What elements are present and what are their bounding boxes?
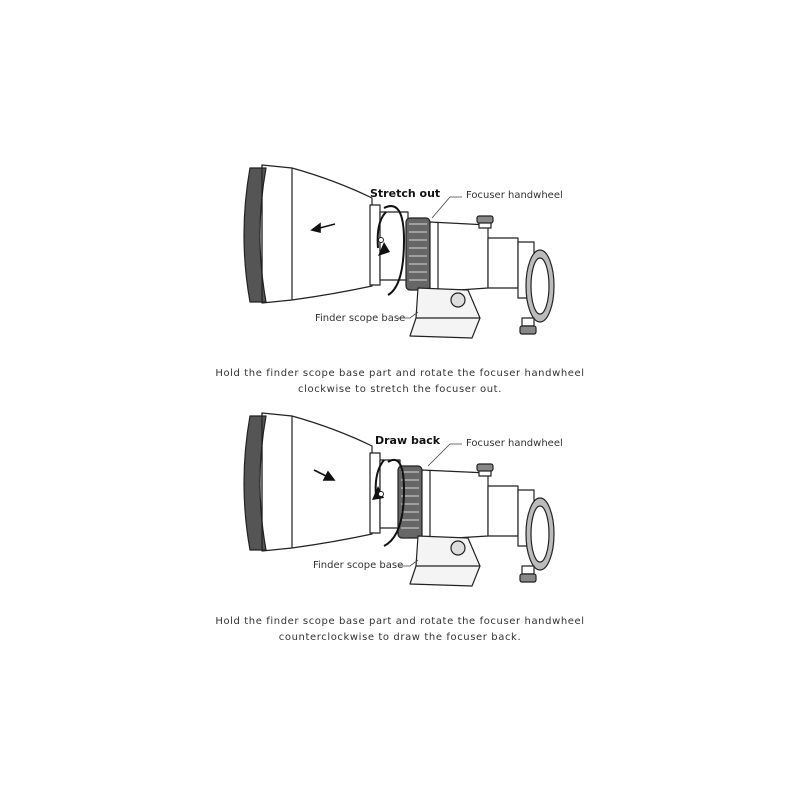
action-label: Stretch out bbox=[370, 187, 441, 200]
base-callout: Finder scope base bbox=[315, 313, 406, 324]
action-label: Draw back bbox=[375, 434, 441, 447]
panel-draw-back bbox=[0, 400, 800, 800]
handwheel-callout: Focuser handwheel bbox=[466, 190, 563, 201]
caption-line: Hold the finder scope base part and rotate the focuser handwheel bbox=[215, 368, 585, 379]
caption-line: counterclockwise to draw the focuser back. bbox=[278, 632, 522, 643]
caption-line: Hold the finder scope base part and rotate the focuser handwheel bbox=[215, 616, 585, 627]
instruction-caption bbox=[0, 366, 800, 398]
finder-scope-illustration bbox=[0, 400, 800, 800]
caption-line: clockwise to stretch the focuser out. bbox=[298, 384, 502, 395]
instruction-caption bbox=[0, 614, 800, 646]
handwheel-callout: Focuser handwheel bbox=[466, 438, 563, 449]
base-callout: Finder scope base bbox=[313, 560, 404, 571]
